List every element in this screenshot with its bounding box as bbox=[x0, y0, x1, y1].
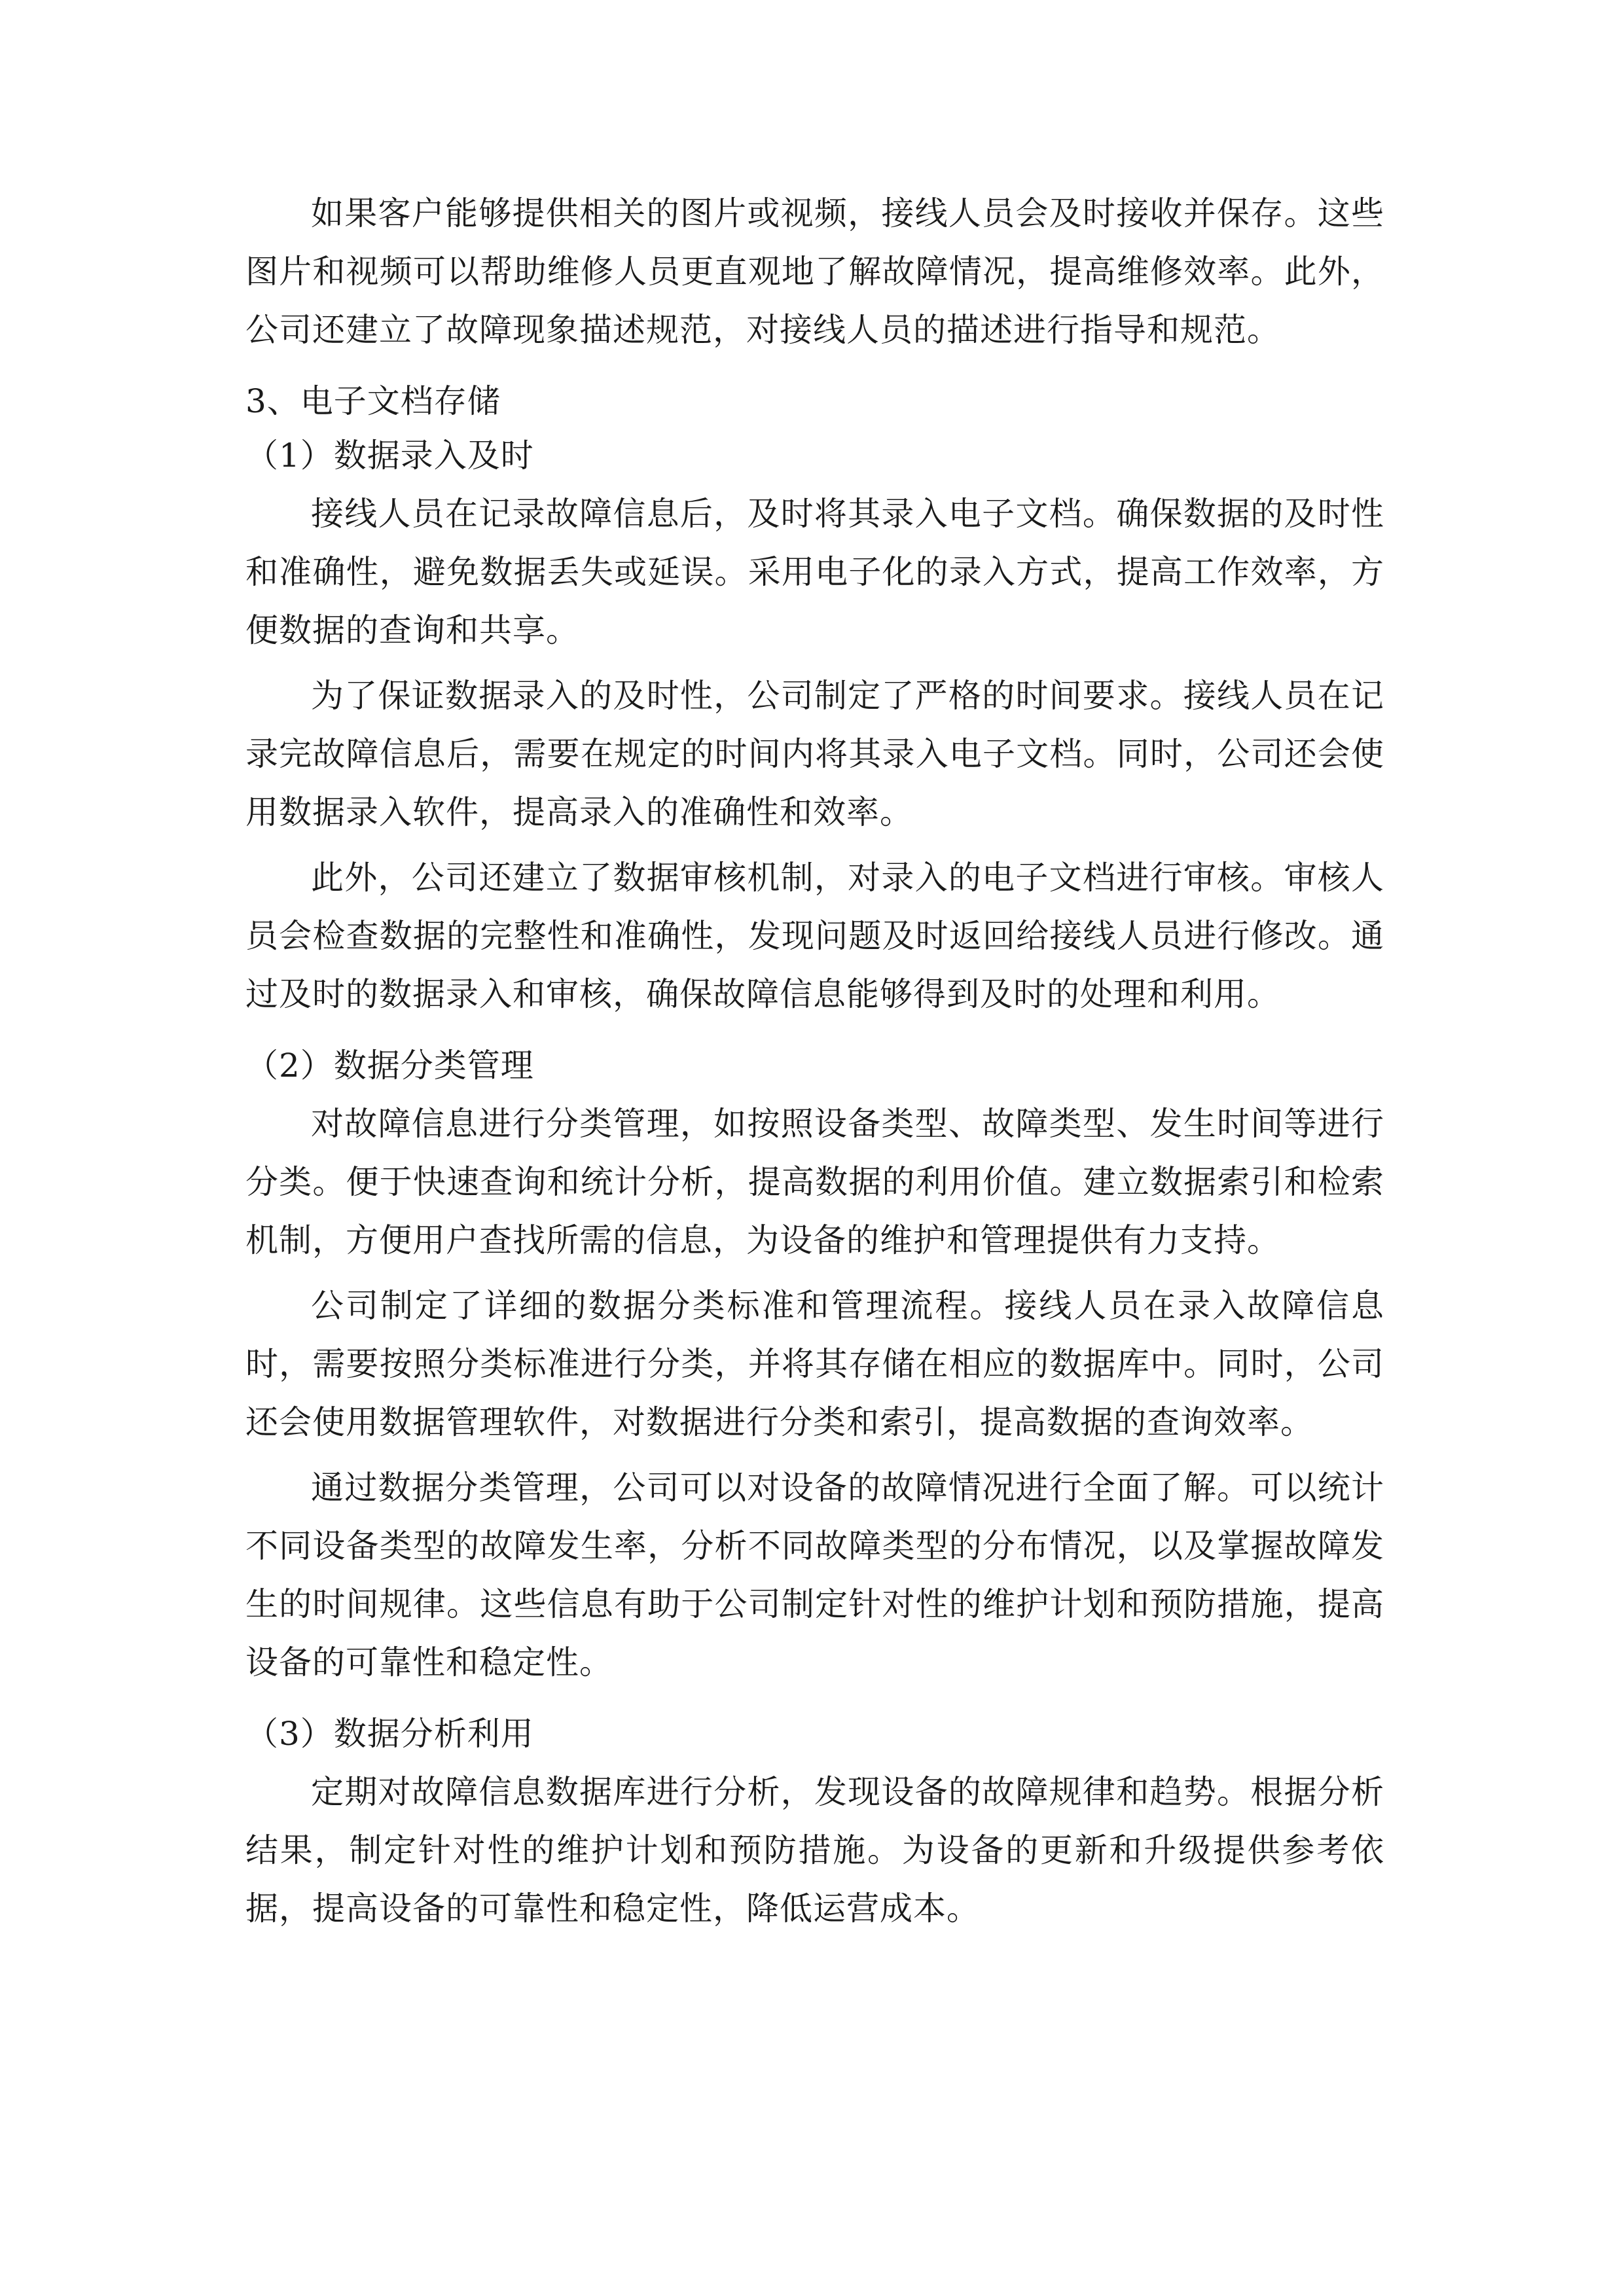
sub-3-paragraph-1: 定期对故障信息数据库进行分析，发现设备的故障规律和趋势。根据分析结果，制定针对性的维护计划和预防措施。为设备的更新和升级提供参考依据，提高设备的可靠性和稳定性，降低运营成本。 bbox=[245, 1773, 1384, 1928]
sub-2-title: （2）数据分类管理 bbox=[245, 1047, 534, 1085]
sub-3-title: （3）数据分析利用 bbox=[245, 1715, 534, 1753]
sub-1-paragraph-3: 此外，公司还建立了数据审核机制，对录入的电子文档进行审核。审核人员会检查数据的完整性和准确性，发现问题及时返回给接线人员进行修改。通过及时的数据录入和审核，确保故障信息能够得到及时的处理和利用。 bbox=[245, 859, 1384, 1013]
sub-1-paragraph-1: 接线人员在记录故障信息后，及时将其录入电子文档。确保数据的及时性和准确性，避免数据丢失或延误。采用电子化的录入方式，提高工作效率，方便数据的查询和共享。 bbox=[245, 495, 1384, 649]
section-3-title: 3、电子文档存储 bbox=[245, 382, 501, 420]
sub-2-paragraph-3: 通过数据分类管理，公司可以对设备的故障情况进行全面了解。可以统计不同设备类型的故障发生率，分析不同故障类型的分布情况，以及掌握故障发生的时间规律。这些信息有助于公司制定针对性的维护计划和预防措施，提高设备的可靠性和稳定性。 bbox=[245, 1469, 1384, 1681]
sub-1-title: （1）数据录入及时 bbox=[245, 437, 534, 475]
sub-1-paragraph-2: 为了保证数据录入的及时性，公司制定了严格的时间要求。接线人员在记录完故障信息后，需要在规定的时间内将其录入电子文档。同时，公司还会使用数据录入软件，提高录入的准确性和效率。 bbox=[245, 677, 1384, 831]
paragraph-intro: 如果客户能够提供相关的图片或视频，接线人员会及时接收并保存。这些图片和视频可以帮助维修人员更直观地了解故障情况，提高维修效率。此外，公司还建立了故障现象描述规范，对接线人员的描述进行指导和规范。 bbox=[245, 194, 1384, 349]
sub-2-paragraph-2: 公司制定了详细的数据分类标准和管理流程。接线人员在录入故障信息时，需要按照分类标准进行分类，并将其存储在相应的数据库中。同时，公司还会使用数据管理软件，对数据进行分类和索引，提高数据的查询效率。 bbox=[245, 1287, 1384, 1441]
sub-2-paragraph-1: 对故障信息进行分类管理，如按照设备类型、故障类型、发生时间等进行分类。便于快速查询和统计分析，提高数据的利用价值。建立数据索引和检索机制，方便用户查找所需的信息，为设备的维护和管理提供有力支持。 bbox=[245, 1105, 1384, 1259]
document-page bbox=[245, 185, 1384, 1938]
